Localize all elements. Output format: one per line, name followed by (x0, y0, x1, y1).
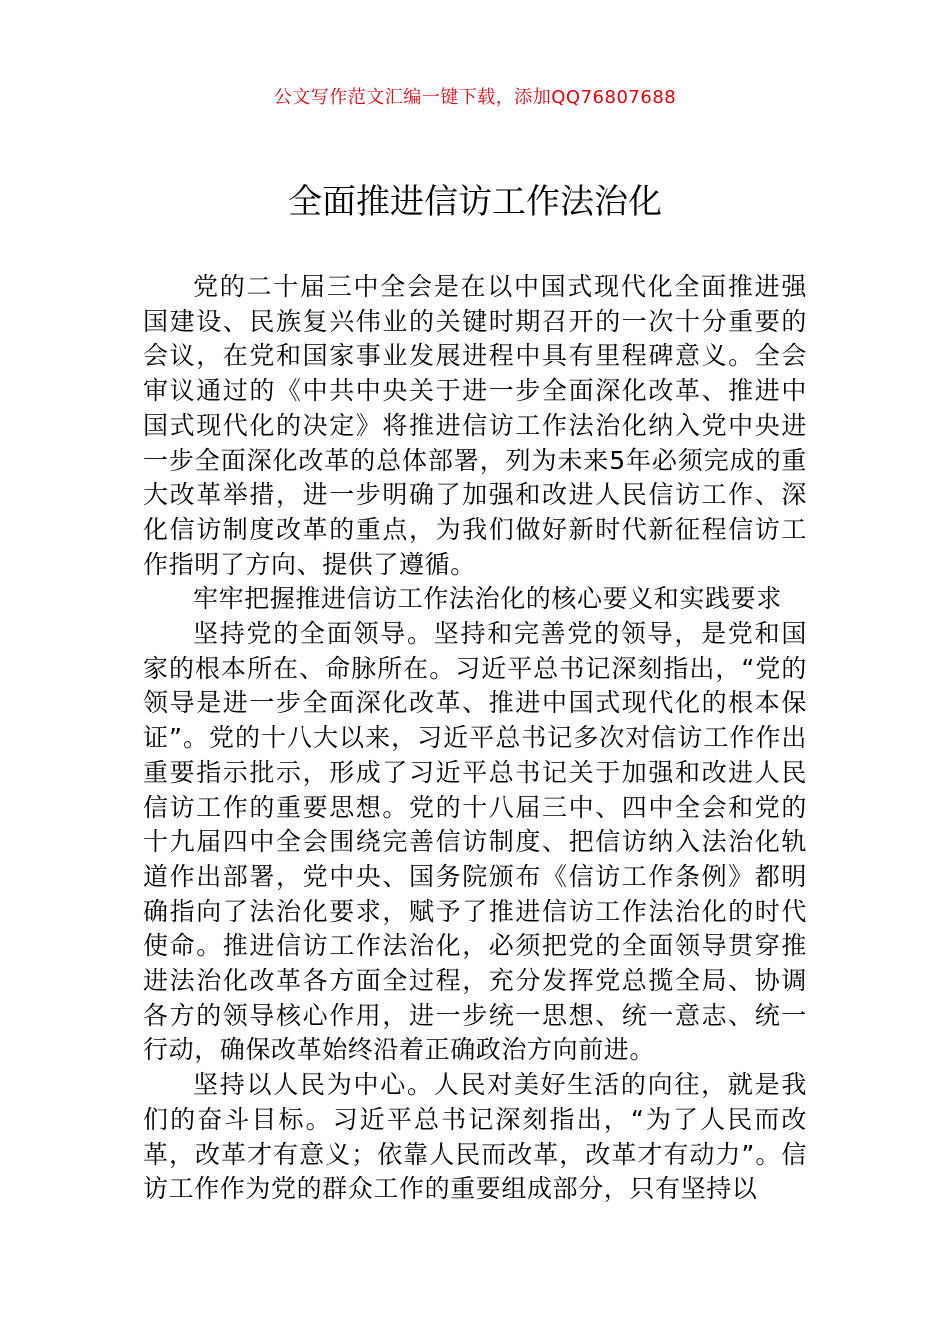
document-body (143, 270, 807, 1207)
paragraph-intro: 党的二十届三中全会是在以中国式现代化全面推进强国建设、民族复兴伟业的关键时期召开的一次十分重要的会议，在党和国家事业发展进程中具有里程碑意义。全会审议通过的《中共中央关于进一步全面深化改革、推进中国式现代化的决定》将推进信访工作法治化纳入党中央进一步全面深化改革的总体部署，列为未来5年必须完成的重大改革举措，进一步明确了加强和改进人民信访工作、深化信访制度改革的重点，为我们做好新时代新征程信访工作指明了方向、提供了遵循。 (143, 272, 807, 579)
paragraph-people-centered: 坚持以人民为中心。人民对美好生活的向往，就是我们的奋斗目标。习近平总书记深刻指出，“为了人民而改革，改革才有意义；依靠人民而改革，改革才有动力”。信访工作作为党的群众工作的重要组成部分，只有坚持以 (143, 1070, 807, 1204)
download-promo-note: 公文写作范文汇编一键下载，添加QQ76807688 (273, 87, 677, 108)
document-title: 全面推进信访工作法治化 (288, 182, 662, 222)
paragraph-party-leadership: 坚持党的全面领导。坚持和完善党的领导，是党和国家的根本所在、命脉所在。习近平总书记深刻指出，“党的领导是进一步全面深化改革、推进中国式现代化的根本保证”。党的十八大以来，习近平总书记多次对信访工作作出重要指示批示，形成了习近平总书记关于加强和改进人民信访工作的重要思想。党的十八届三中、四中全会和党的十九届四中全会围绕完善信访制度、把信访纳入法治化轨道作出部署，党中央、国务院颁布《信访工作条例》都明确指向了法治化要求，赋予了推进信访工作法治化的时代使命。推进信访工作法治化，必须把党的全面领导贯穿推进法治化改革各方面全过程，充分发挥党总揽全局、协调各方的领导核心作用，进一步统一思想、统一意志、统一行动，确保改革始终沿着正确政治方向前进。 (143, 619, 807, 1065)
section-subheading: 牢牢把握推进信访工作法治化的核心要义和实践要求 (193, 584, 782, 614)
